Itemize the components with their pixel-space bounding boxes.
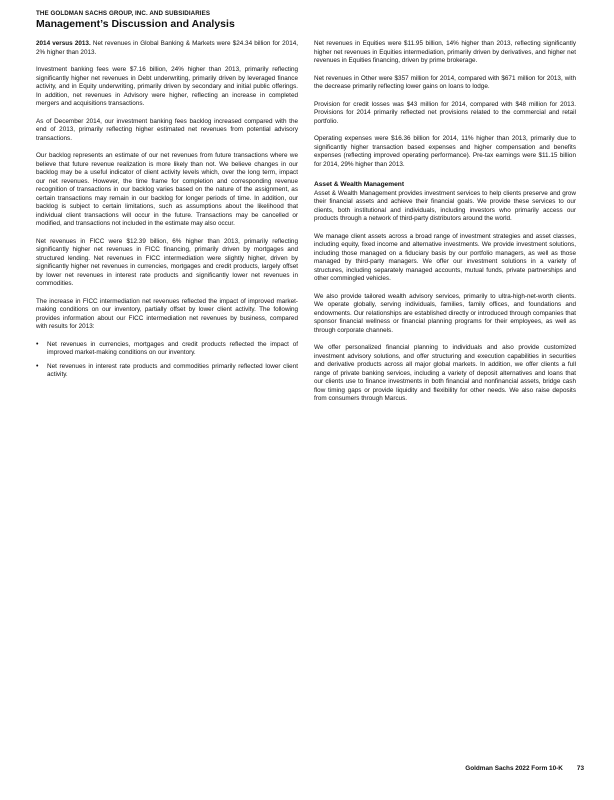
paragraph-lead: 2014 versus 2013. — [36, 40, 91, 47]
paragraph — [36, 40, 298, 57]
bullet-list — [36, 341, 298, 380]
paragraph: Operating expenses were $16.36 billion for 2014, 11% higher than 2013, primarily due to significantly higher transaction based expenses and higher compensation and benefits expenses (reflecting improved operating performance). Pre-tax earnings were $11.15 billion for 2014, 29% higher than 2013. — [314, 135, 576, 168]
paragraph: Provision for credit losses was $43 million for 2014, compared with $48 million for 2013. Provisions for 2014 primarily reflected net provisions related to the commercial and retail portfolio. — [314, 100, 576, 125]
page-header — [36, 10, 576, 30]
paragraph: Investment banking fees were $7.16 billion, 24% higher than 2013, primarily reflecting significantly higher net revenues in Debt underwriting, primarily driven by leveraged finance activity, and in Equity underwriting, primarily driven by secondary and initial public offerings. In addition, net revenues in Advisory were higher, reflecting an increase in completed mergers and acquisitions transactions. — [36, 66, 298, 107]
paragraph: Net revenues in FICC were $12.39 billion, 6% higher than 2013, primarily reflecting significantly higher net revenues in FICC financing, primarily driven by mortgages and structured lending. Net revenues in FICC intermediation were slightly higher, driven by significantly higher net revenues in currencies, mortgages and credit products, largely offset by lower net revenues in interest rate products and significantly lower net revenues in commodities. — [36, 237, 298, 287]
paragraph: The increase in FICC intermediation net revenues reflected the impact of improved market-making conditions on our inventory, partially offset by lower client activity. The following provides information about our FICC intermediation net revenues by business, compared with results for 2013: — [36, 297, 298, 330]
paragraph-text: Net revenues in Global Banking & Markets were $24.34 billion for 2014, 2% higher than 2013. — [36, 40, 299, 56]
paragraph: Our backlog represents an estimate of our net revenues from future transactions where we believe that future revenue realization is more likely than not. We believe changes in our backlog may be a useful indicator of client activity levels which, over the long term, impact our net revenues. However, the time frame for completion and corresponding revenue recognition of transactions in our backlog varies based on the nature of the assignment, as certain transactions may remain in our backlog for longer periods of time. In addition, our backlog is subject to certain limitations, such as assumptions about the likelihood that individual client transactions will occur in the future. Transactions may be cancelled or modified, and transactions not included in the estimate may also occur. — [36, 152, 298, 227]
left-column — [36, 40, 298, 413]
report-name: Goldman Sachs 2022 Form 10-K — [465, 765, 563, 772]
paragraph: We offer personalized financial planning to individuals and also provide customized investment advisory solutions, and offer structuring and execution capabilities in securities and derivative products across all major global markets. In addition, we offer clients a full range of private banking services, including a variety of deposit alternatives and loans that our clients use to finance investments in both financial and nonfinancial assets, bridge cash flow timing gaps or provide liquidity and flexibility for other needs. We also raise deposits from consumers through Marcus. — [314, 344, 576, 402]
page-footer — [465, 765, 584, 772]
list-item-text: Net revenues in currencies, mortgages and credit products reflected the impact of improved market-making conditions on our inventory. — [47, 340, 298, 356]
paragraph: Net revenues in Other were $357 million for 2014, compared with $671 million for 2013, with the decrease primarily reflecting lower gains on loans to lodge. — [314, 74, 576, 90]
paragraph: Asset & Wealth Management provides investment services to help clients preserve and grow their financial assets and achieve their financial goals. We provide these services to our clients, both institutional and individuals, including investors who primarily access our products through a network of third-party distributors around the world. — [314, 189, 576, 222]
company-name: THE GOLDMAN SACHS GROUP, INC. AND SUBSIDIARIES — [36, 10, 211, 17]
page-number: 73 — [576, 765, 584, 772]
list-item — [36, 341, 298, 358]
subsection-heading: Asset & Wealth Management — [314, 181, 405, 188]
list-item — [36, 363, 298, 380]
bullet-icon: • — [36, 362, 39, 370]
paragraph: Net revenues in Equities were $11.95 billion, 14% higher than 2013, reflecting significantly higher net revenues in Equities intermediation, primarily driven by derivatives, and higher net revenues in Equities financing, driven by prime brokerage. — [314, 40, 576, 64]
paragraph: We also provide tailored wealth advisory services, primarily to ultra-high-net-worth clients. We operate globally, serving individuals, families, family offices, and foundations and endowments. Our relationships are established directly or introduced through companies that sponsor financial wellness or financial planning programs for their employees, as well as through corporate channels. — [314, 292, 576, 334]
paragraph: We manage client assets across a broad range of investment strategies and asset classes, including equity, fixed income and alternative investments. We provide investment solutions, including those managed on a fiduciary basis by our portfolio managers, as well as those managed by third-party managers. We offer our investment solutions in a variety of structures, including separately managed accounts, mutual funds, private partnerships and other commingled vehicles. — [314, 232, 576, 282]
paragraph: As of December 2014, our investment banking fees backlog increased compared with the end of 2013, primarily reflecting higher estimated net revenues from potential advisory transactions. — [36, 117, 298, 142]
text-columns — [36, 40, 576, 413]
list-item-text: Net revenues in interest rate products and commodities primarily reflected lower client activity. — [47, 362, 298, 378]
bullet-icon: • — [36, 340, 39, 348]
right-column — [314, 40, 576, 413]
section-title: Management’s Discussion and Analysis — [36, 18, 235, 30]
